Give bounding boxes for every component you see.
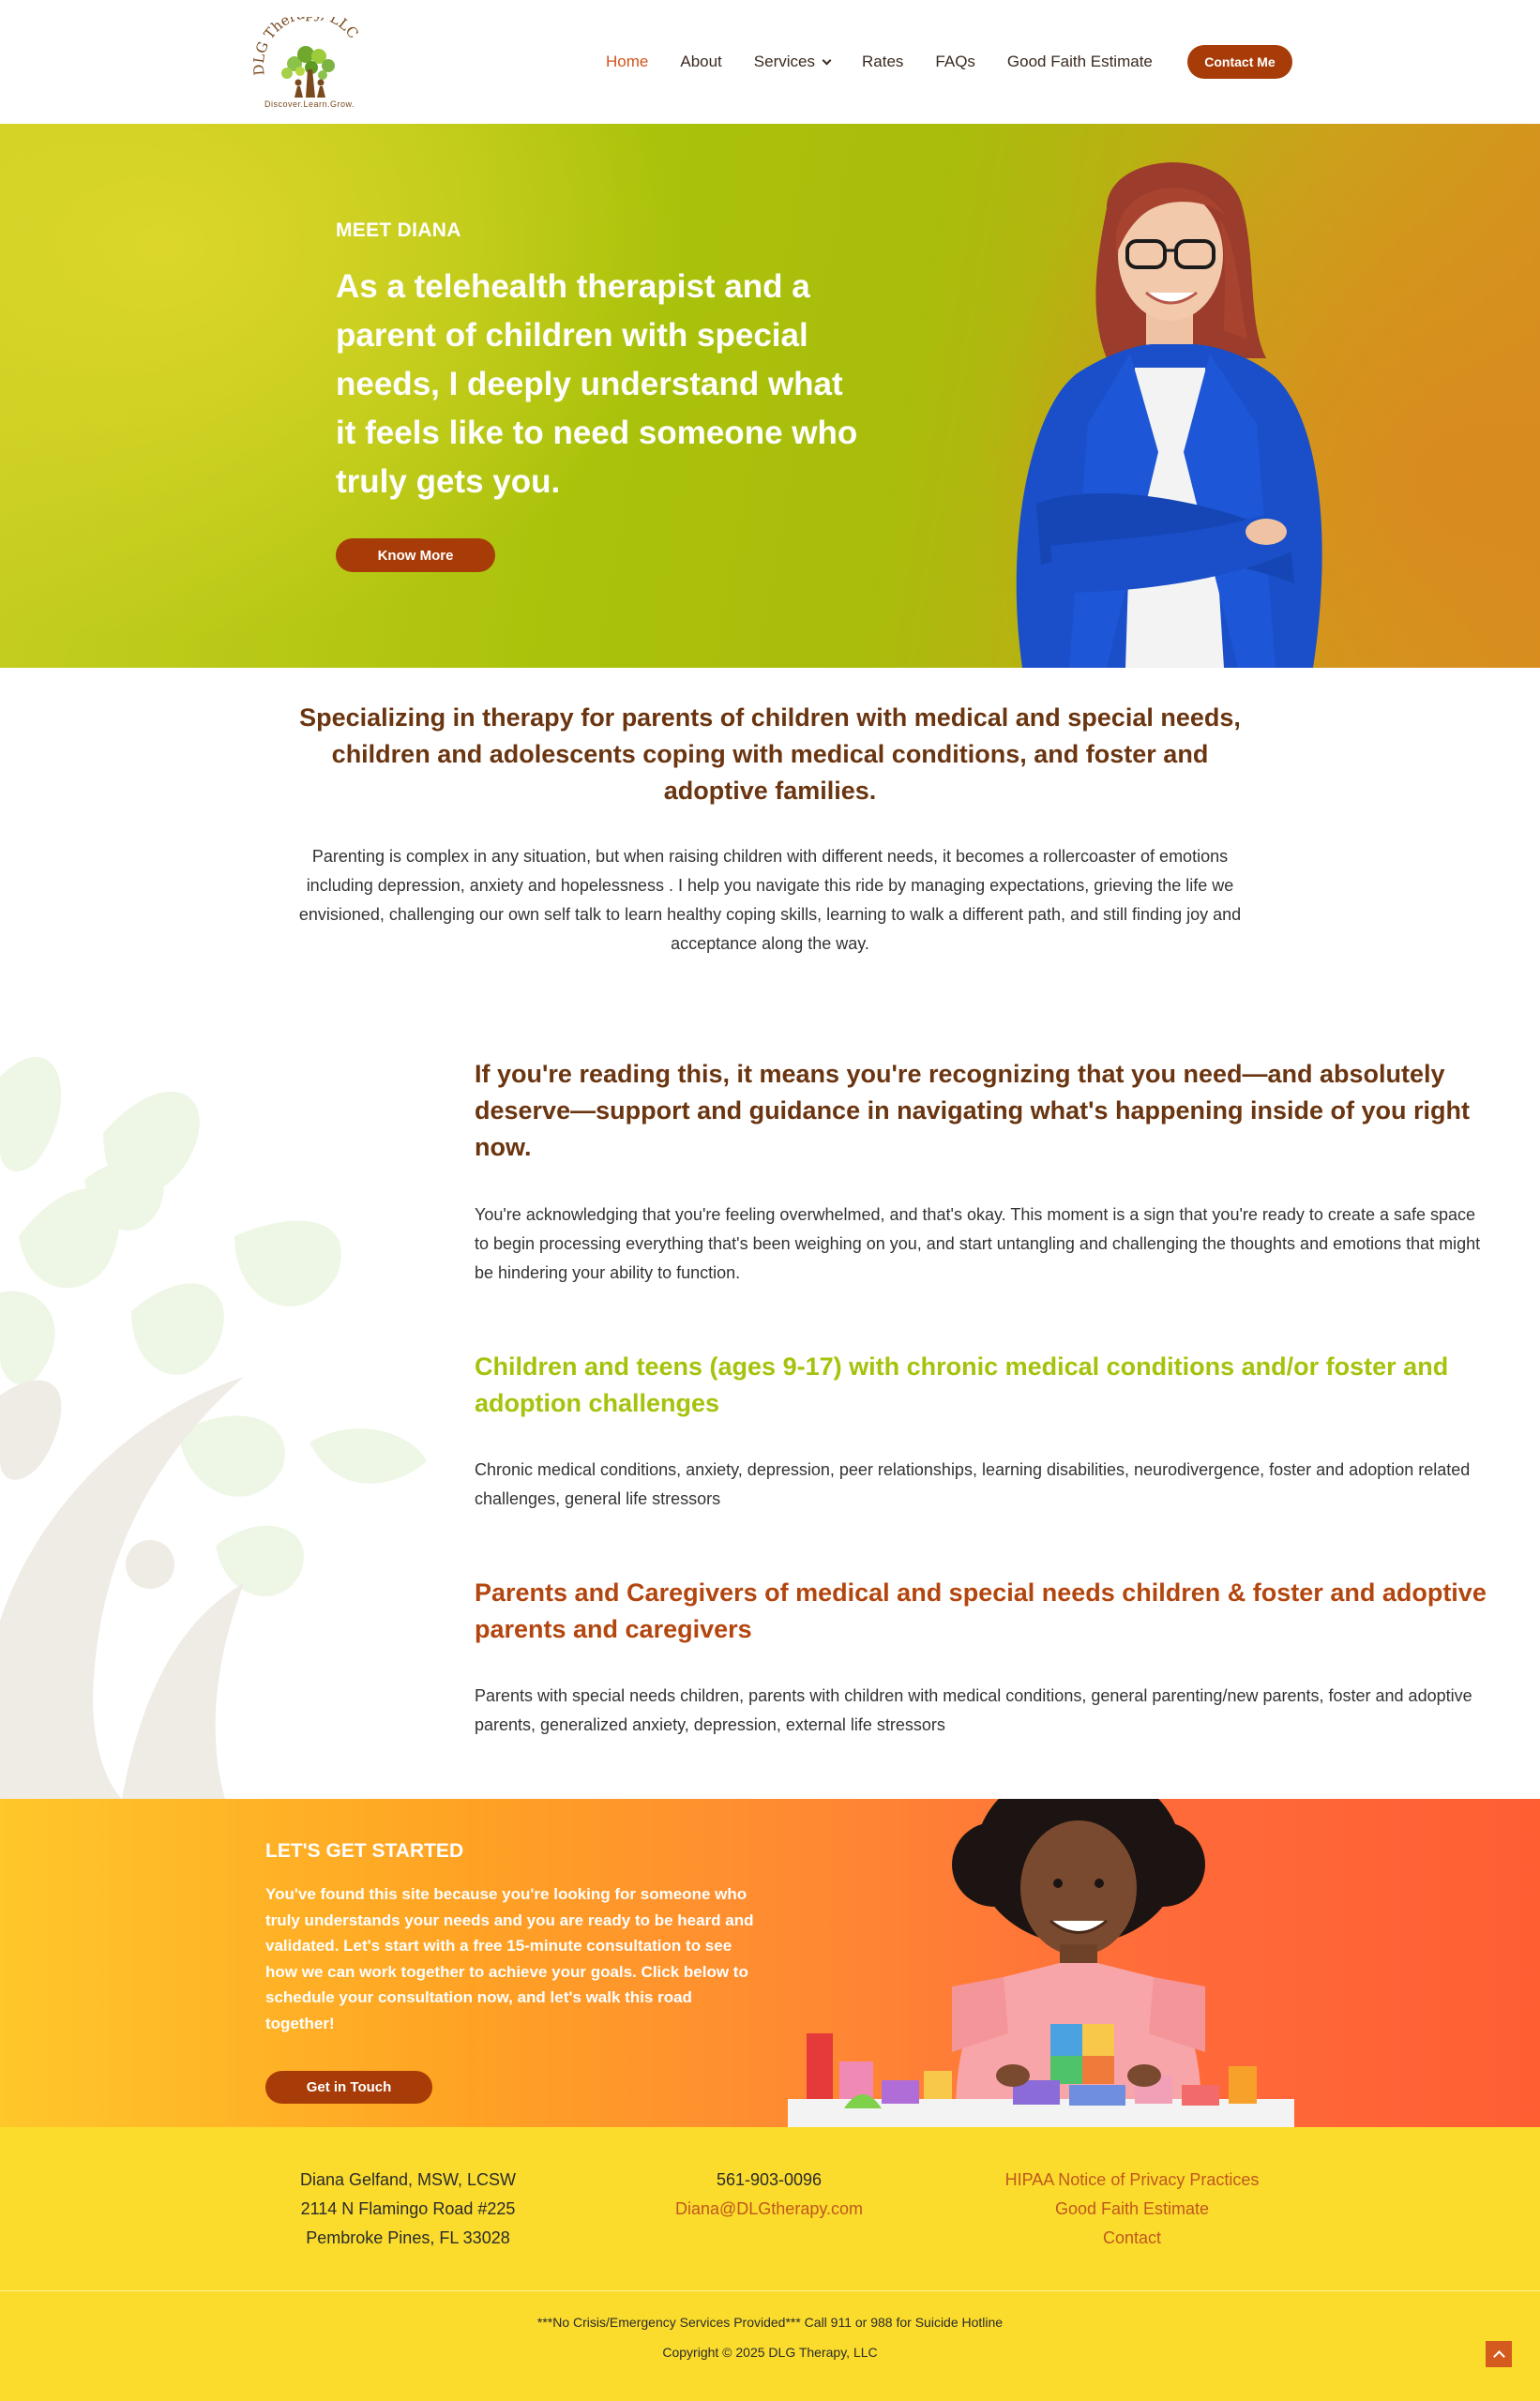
therapist-photo [966, 143, 1360, 668]
nav-home-label: Home [606, 53, 649, 70]
chevron-down-icon [823, 55, 832, 65]
nav-faqs[interactable] [935, 53, 975, 71]
logo-tagline: Discover.Learn.Grow. [264, 99, 355, 109]
reading-heading: If you're reading this, it means you're recognizing that you need—and absolutely deserve—support and guidance in navigating what's happening inside of you right now. [475, 1060, 1471, 1161]
logo-name: DLG The LLC [249, 17, 362, 77]
hero-kicker: MEET DIANA [336, 219, 461, 241]
nav-about[interactable] [680, 53, 721, 71]
footer-divider [0, 2290, 1540, 2291]
nav-rates-label: Rates [861, 53, 904, 70]
nav-good-faith-estimate[interactable] [1007, 53, 1153, 71]
site-header [0, 0, 1540, 124]
footer-links [963, 2166, 1301, 2253]
chevron-up-icon [1493, 2350, 1505, 2363]
footer-phone[interactable]: 561-903-0096 [716, 2170, 823, 2189]
site-footer [0, 2127, 1540, 2401]
cta-kicker: LET'S GET STARTED [265, 1840, 464, 1862]
child-with-blocks-photo [788, 1799, 1294, 2127]
footer-link-hipaa[interactable]: HIPAA Notice of Privacy Practices [1004, 2170, 1260, 2189]
hero-section [0, 124, 1540, 668]
get-started-section [0, 1799, 1540, 2127]
crisis-notice: ***No Crisis/Emergency Services Provided*** Call 911 or 988 for Suicide Hotline [536, 2315, 1004, 2330]
nav-services-label: Services [753, 53, 815, 70]
intro-heading: Specializing in therapy for parents of children with medical and special needs, children and adolescents coping with medical conditions, and foster and adoptive families. [299, 703, 1241, 805]
hero-title: As a telehealth therapist and a parent of children with special needs, I deeply understand what it feels like to need someone who truly gets you. [336, 268, 858, 500]
parents-caregivers-body: Parents with special needs children, parents with children with medical conditions, general parenting/new parents, foster and adoptive parents, generalized anxiety, depression, external life stressors [475, 1686, 1472, 1734]
get-in-touch-button[interactable]: Get in Touch [265, 2071, 432, 2104]
tree-watermark-icon [0, 1020, 441, 1799]
cta-body: You've found this site because you're looking for someone who truly understands your needs and you are ready to be heard and validated. Let's start with a free 15-minute consultation to see how we can work together to achieve your goals. Click below to schedule your consultation now, and let's walk this road together! [265, 1885, 754, 2032]
site-logo[interactable] [246, 17, 373, 111]
know-more-button[interactable]: Know More [336, 538, 495, 572]
nav-good-faith-estimate-label: Good Faith Estimate [1006, 53, 1153, 70]
footer-address [239, 2166, 577, 2253]
footer-address-line: 2114 N Flamingo Road #225 [300, 2199, 516, 2218]
footer-link-contact[interactable]: Contact [1102, 2228, 1162, 2247]
footer-contact [600, 2166, 938, 2224]
children-teens-heading: Children and teens (ages 9-17) with chronic medical conditions and/or foster and adoption challenges [475, 1352, 1449, 1417]
nav-rates[interactable] [862, 53, 903, 71]
reading-body: You're acknowledging that you're feeling overwhelmed, and that's okay. This moment is a sign that you're ready to create a safe space to begin processing everything that's been weighing on you, and start untangling and challenging the thoughts and emotions that might be hindering your ability to function. [475, 1205, 1481, 1282]
nav-services[interactable] [754, 53, 830, 71]
intro-body: Parenting is complex in any situation, but when raising children with different needs, it becomes a rollercoaster of emotions including depression, anxiety and hopelessness . I help you navigate this ride by managing expectations, grieving the life we envisioned, challenging our own self talk to learn healthy coping skills, learning to walk a different path, and still finding joy and acceptance along the way. [298, 847, 1242, 953]
children-teens-body: Chronic medical conditions, anxiety, depression, peer relationships, learning disabilities, neurodivergence, foster and adoption related challenges, general life stressors [475, 1460, 1471, 1508]
scroll-to-top-button[interactable] [1486, 2341, 1512, 2367]
main-nav [606, 45, 1185, 79]
contact-me-button[interactable]: Contact Me [1187, 45, 1292, 79]
copyright: Copyright © 2025 DLG Therapy, LLC [662, 2345, 878, 2360]
tree-logo-icon [246, 17, 373, 99]
nav-about-label: About [680, 53, 722, 70]
footer-address-line: Pembroke Pines, FL 33028 [306, 2228, 510, 2247]
nav-faqs-label: FAQs [935, 53, 975, 70]
footer-email-link[interactable]: Diana@DLGtherapy.com [674, 2199, 864, 2218]
parents-caregivers-heading: Parents and Caregivers of medical and special needs children & foster and adoptive parents and caregivers [475, 1578, 1487, 1643]
nav-home[interactable] [606, 53, 648, 71]
footer-link-good-faith-estimate[interactable]: Good Faith Estimate [1054, 2199, 1210, 2218]
footer-address-line: Diana Gelfand, MSW, LCSW [299, 2170, 517, 2189]
